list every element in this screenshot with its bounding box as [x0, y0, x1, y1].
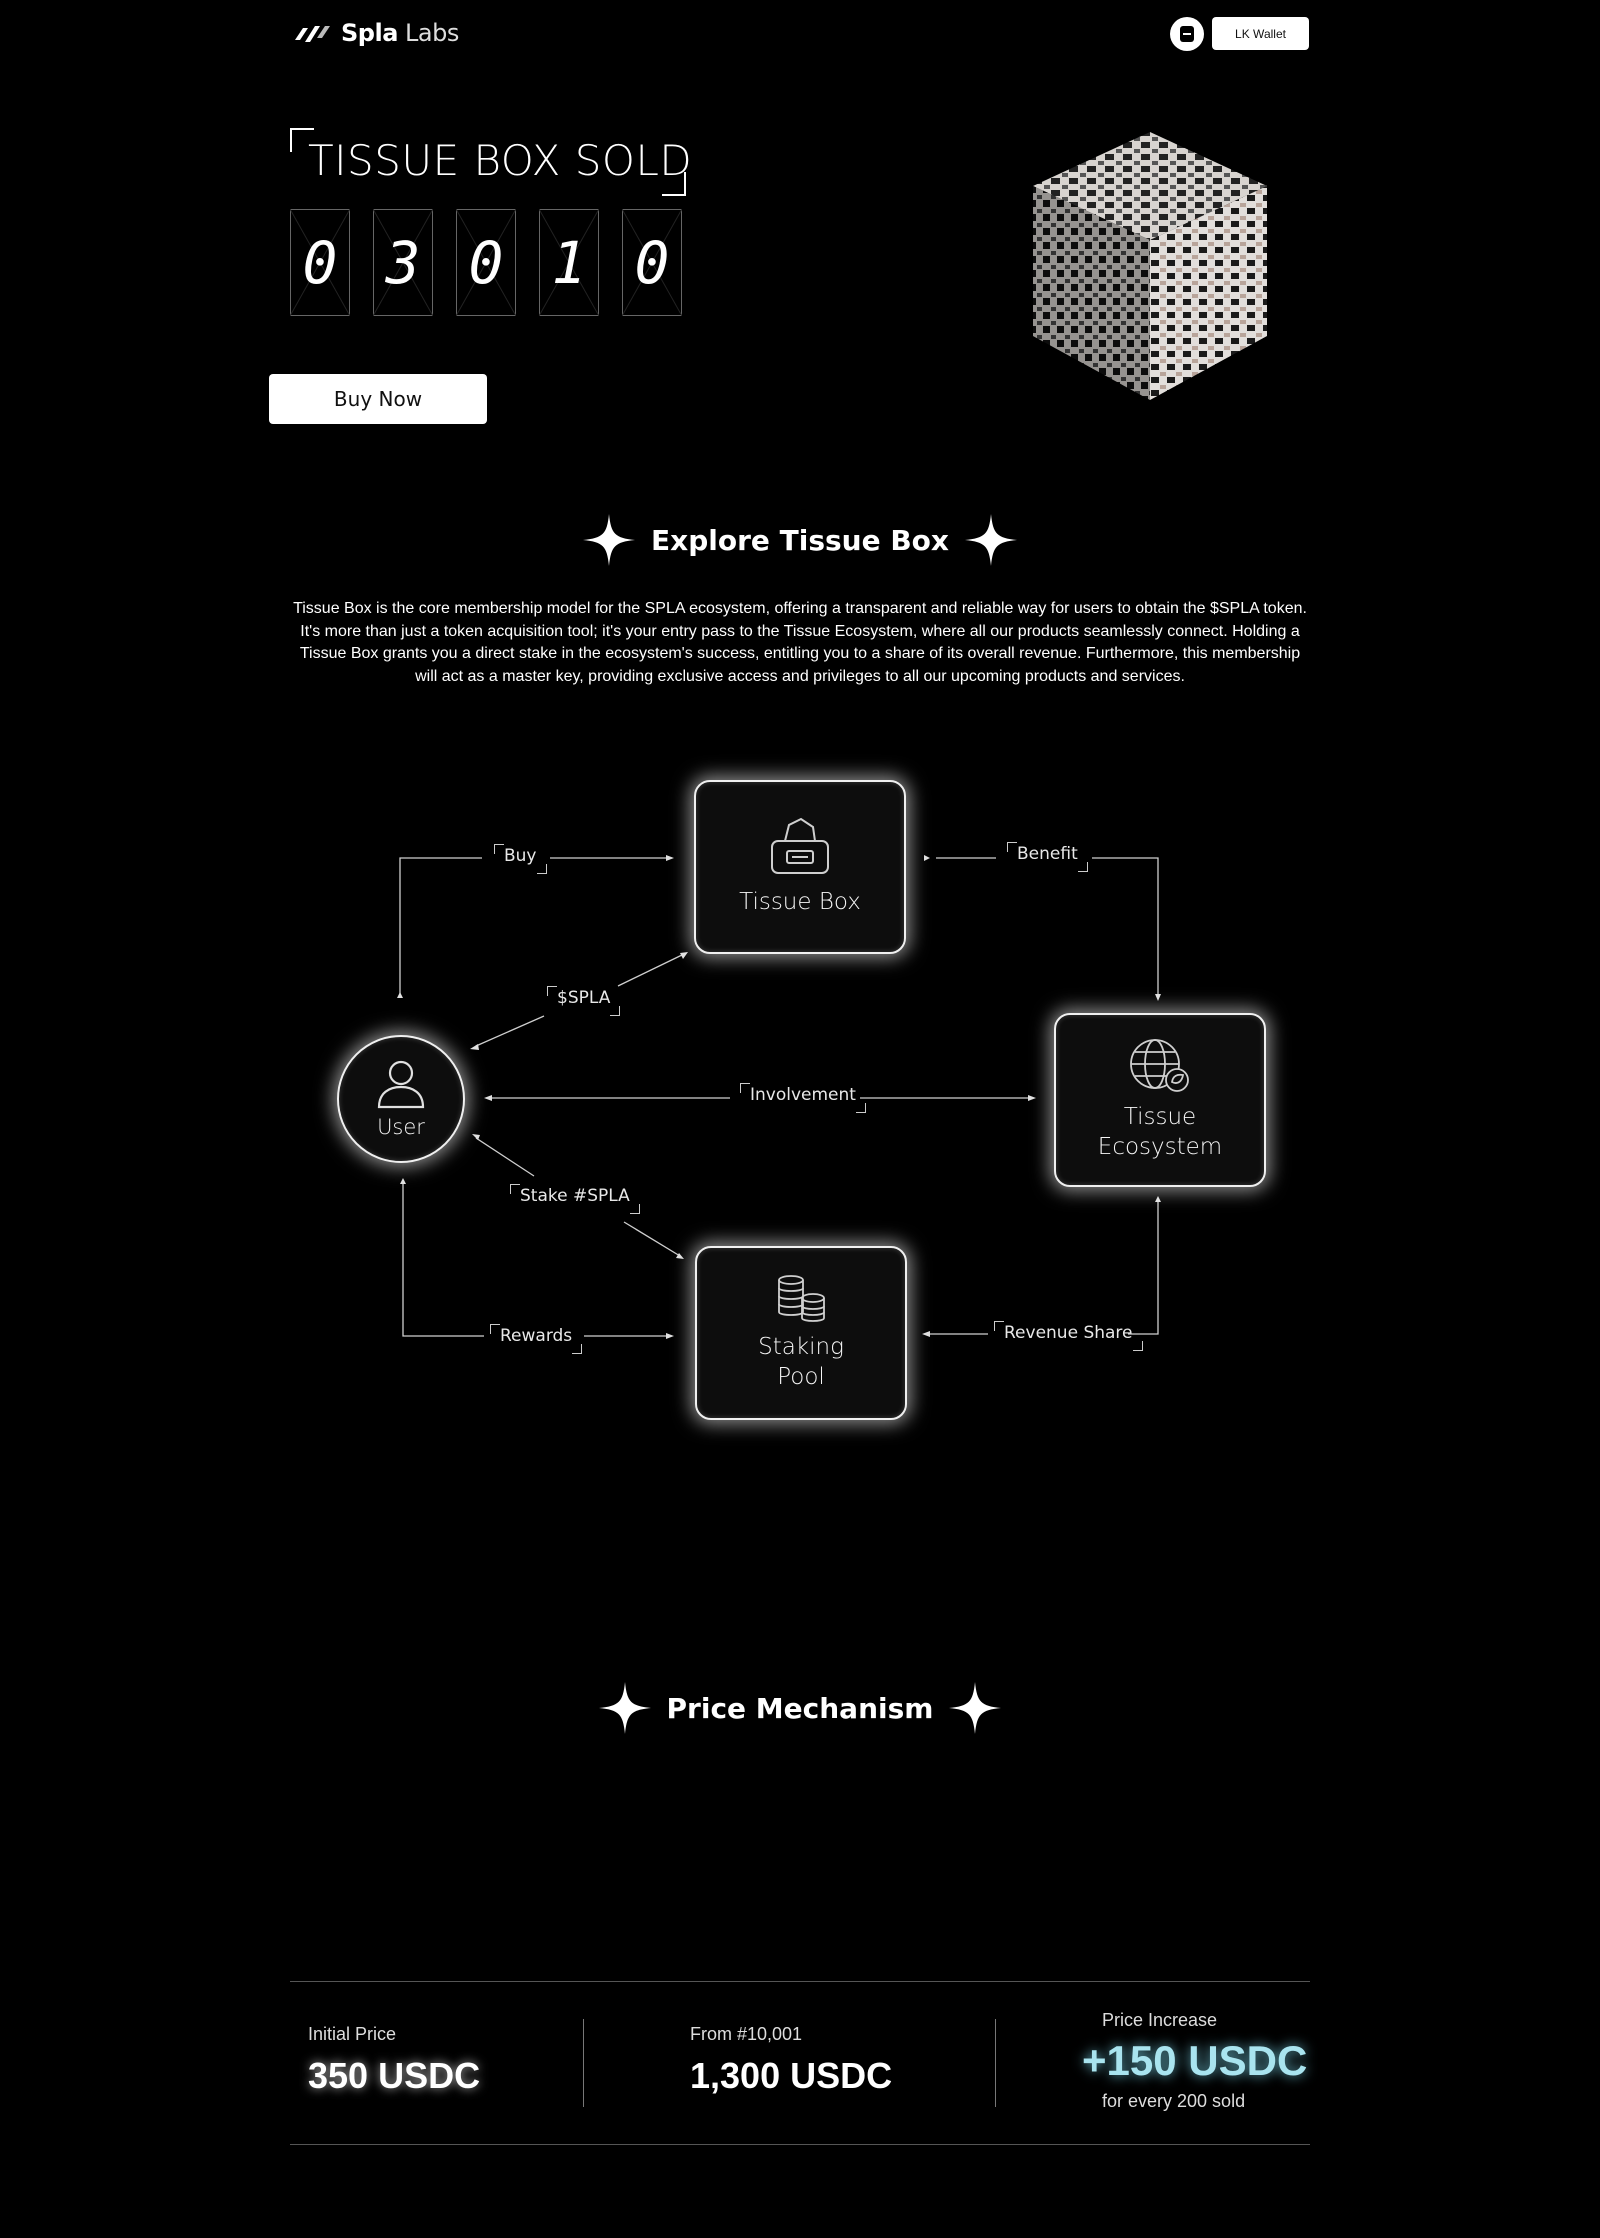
edge-label-rewards: Rewards: [490, 1324, 582, 1348]
initial-price-label: Initial Price: [308, 2024, 397, 2044]
column-divider: [583, 2019, 584, 2107]
sold-counter: [290, 209, 682, 316]
explore-heading: [0, 514, 1600, 566]
sparkle-icon: [599, 1682, 651, 1734]
sparkle-icon: [583, 514, 635, 566]
wallet-icon[interactable]: [1170, 17, 1204, 51]
tissue-ecosystem-node: [1054, 1013, 1266, 1187]
tissue-box-node-label: Tissue Box: [739, 889, 861, 915]
edge-label-involvement: Involvement: [740, 1083, 866, 1107]
sparkle-icon: [965, 514, 1017, 566]
brand-logo[interactable]: [293, 18, 459, 48]
explore-heading-text: Explore Tissue Box: [651, 523, 949, 557]
brand-name-bold: Spla: [341, 19, 398, 47]
user-node: [337, 1035, 465, 1163]
price-increase-label: Price Increase: [1102, 2010, 1218, 2030]
edge-label-spla: $SPLA: [547, 986, 620, 1010]
tissue-box-node: [694, 780, 906, 954]
price-heading-text: Price Mechanism: [666, 1691, 934, 1725]
spla-logo-icon: [293, 20, 333, 46]
edge-label-benefit: Benefit: [1007, 842, 1088, 866]
counter-digit: 3: [373, 209, 433, 316]
user-icon: [377, 1059, 425, 1109]
ecosystem-node-label-line1: Tissue: [1123, 1104, 1197, 1130]
tissue-box-icon: [769, 817, 831, 875]
counter-digit: 0: [456, 209, 516, 316]
user-node-label: User: [377, 1115, 425, 1139]
from-price-value: 1,300 USDC: [690, 2055, 893, 2096]
sparkle-icon: [949, 1682, 1001, 1734]
explore-description: Tissue Box is the core membership model for the SPLA ecosystem, offering a transparent and reliable way for users to obtain the $SPLA token. It's more than just a token acquisition tool; it's your entry pass to the Tissue Ecosystem, where all our products seamlessly connect. Holding a Tissue Box grants you a direct stake in the ecosystem's success, entitling you to a share of its overall revenue. Furthermore, this membership will act as a master key, providing exclusive access and privileges to all our upcoming products and services.: [293, 600, 1307, 685]
edge-label-revenue-share: Revenue Share: [994, 1321, 1143, 1345]
price-increase-column: [1082, 2010, 1312, 2170]
price-heading: [0, 1682, 1600, 1734]
hero-title-text: TISSUE BOX SOLD: [308, 136, 693, 185]
price-mechanism-panel: [290, 1981, 1310, 2145]
ecosystem-diagram: [0, 740, 1600, 1460]
price-increase-value: +150 USDC: [1082, 2037, 1308, 2084]
tissue-box-cube-image: [1015, 130, 1285, 405]
price-increase-note: for every 200 sold: [1102, 2091, 1246, 2111]
counter-digit: 1: [539, 209, 599, 316]
initial-price-column: [308, 2024, 480, 2184]
staking-node-label-line2: Pool: [777, 1364, 825, 1390]
brand-name-light: Labs: [405, 19, 459, 47]
column-divider: [995, 2019, 996, 2107]
counter-digit: 0: [622, 209, 682, 316]
counter-digit: 0: [290, 209, 350, 316]
globe-icon: [1129, 1038, 1191, 1094]
staking-pool-node: [695, 1246, 907, 1420]
edge-label-stake: Stake #SPLA: [510, 1184, 640, 1208]
from-price-column: [690, 2024, 892, 2184]
buy-now-button[interactable]: Buy Now: [269, 374, 487, 424]
staking-node-label-line1: Staking: [758, 1334, 844, 1360]
tissue-box-sold-title: [290, 128, 693, 196]
ecosystem-node-label-line2: Ecosystem: [1097, 1134, 1223, 1160]
coins-icon: [775, 1274, 827, 1324]
edge-label-buy: Buy: [494, 844, 547, 868]
wallet-button[interactable]: LK Wallet: [1212, 17, 1309, 50]
initial-price-value: 350 USDC: [308, 2055, 481, 2096]
from-price-label: From #10,001: [690, 2024, 803, 2044]
